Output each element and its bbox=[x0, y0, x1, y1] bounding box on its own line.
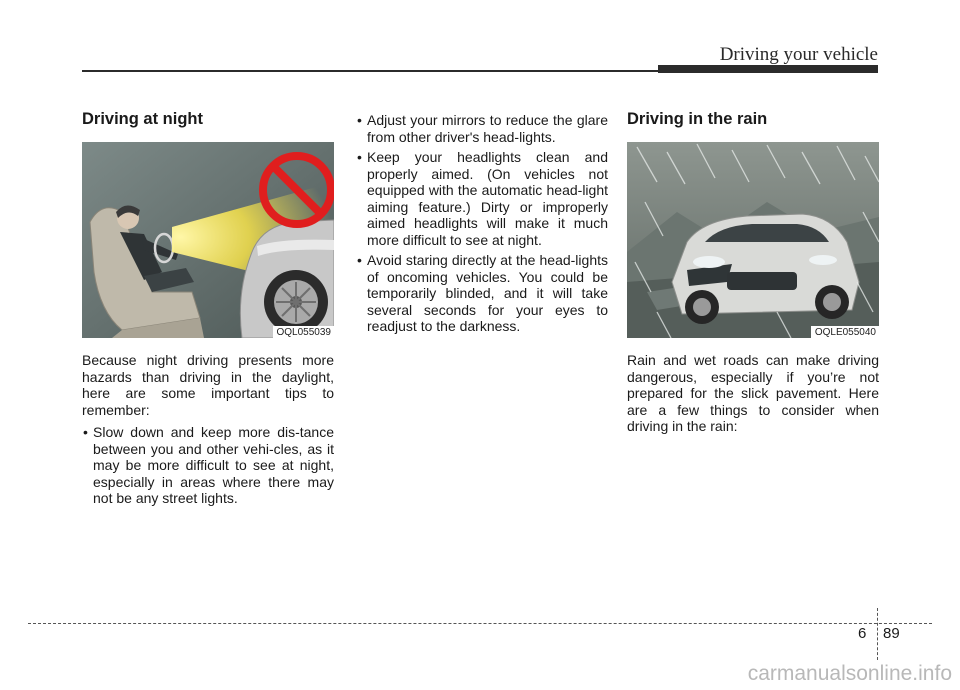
night-driving-illustration bbox=[82, 142, 334, 338]
night-tips-list-continued bbox=[356, 112, 608, 335]
footer-rule bbox=[28, 623, 932, 624]
figure-code: OQL055039 bbox=[273, 326, 335, 338]
rain-driving-illustration bbox=[627, 142, 879, 338]
header-rule bbox=[82, 70, 662, 72]
section-heading-rain: Driving in the rain bbox=[627, 110, 768, 128]
section-heading-night: Driving at night bbox=[82, 110, 203, 128]
night-driving-column bbox=[82, 100, 334, 511]
page-number: 89 bbox=[883, 625, 900, 642]
night-tips-list bbox=[82, 424, 334, 507]
list-item: • Keep your headlights clean and properly aimed. (On vehicles not equipped with the automatic head-light aiming feature.) Dirty or improperly aimed headlights will make it much more difficult to see at night. bbox=[356, 149, 608, 248]
figure-code: OQLE055040 bbox=[811, 326, 879, 338]
watermark: carmanualsonline.info bbox=[747, 662, 952, 685]
rain-scene-image bbox=[627, 142, 879, 338]
night-scene-image bbox=[82, 142, 334, 338]
list-item: • Adjust your mirrors to reduce the glare from other driver's head-lights. bbox=[356, 112, 608, 145]
list-item: • Avoid staring directly at the head-lights of oncoming vehicles. You could be temporarily blinded, and it will take several seconds for your eyes to readjust to the darkness. bbox=[356, 252, 608, 335]
chapter-number: 6 bbox=[858, 625, 867, 642]
night-intro-text: Because night driving presents more hazards than driving in the daylight, here are some important tips to remember: bbox=[82, 352, 334, 418]
list-item: • Slow down and keep more dis-tance between you and other vehi-cles, as it may be more difficult to see at night, especially in areas where there may not be any street lights. bbox=[82, 424, 334, 507]
chapter-title: Driving your vehicle bbox=[719, 44, 878, 65]
rain-driving-column bbox=[627, 100, 879, 435]
night-tips-continued-column bbox=[356, 100, 608, 339]
footer-divider bbox=[877, 608, 878, 660]
header-rule-thick bbox=[658, 65, 878, 73]
rain-intro-text: Rain and wet roads can make driving dangerous, especially if you’re not prepared for the slick pavement. Here are a few things to consider when driving in the rain: bbox=[627, 352, 879, 434]
